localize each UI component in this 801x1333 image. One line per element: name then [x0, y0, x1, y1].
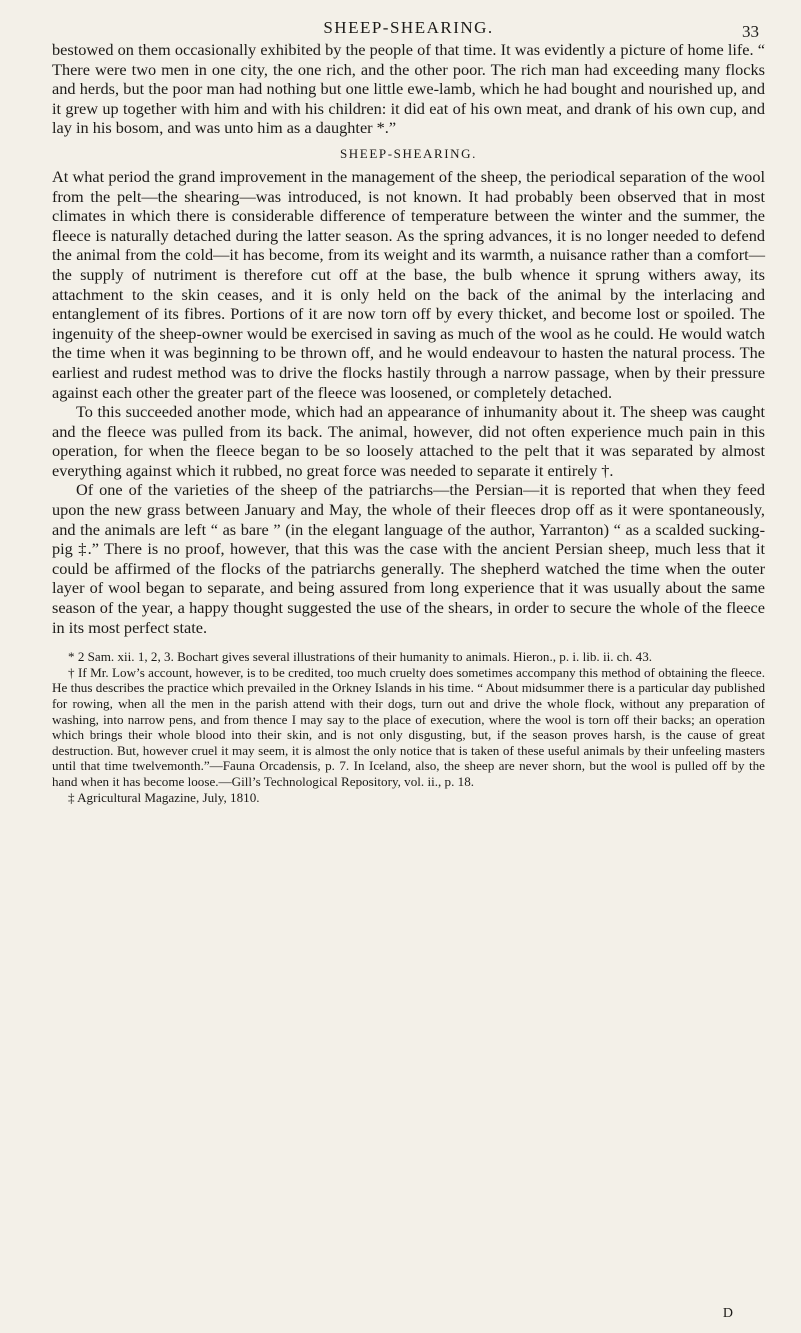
page-header — [52, 14, 765, 40]
paragraph-shearing-origin: At what period the grand improvement in the management of the sheep, the periodical separation of the wool from the pelt—the shearing—was introduced, is not known. It had probably been observed that in most climates in which there is considerable difference of temperature between the winter and the summer, the fleece is naturally detached during the latter season. As the spring advances, it is no longer needed to defend the animal from the cold—it has become, from its weight and its warmth, a nuisance rather than a comfort—the supply of nutriment is therefore cut off at the base, the bulb whence it sprung withers away, its attachment to the skin ceases, and it is only held on the back of the animal by the interlacing and entanglement of its fibres. Portions of it are now torn off by every thicket, and become lost or spoiled. The ingenuity of the sheep-owner would be exercised in saving as much of the wool as he could. He would watch the time when it was beginning to be thrown off, and he would endeavour to hasten the natural process. The earliest and rudest method was to drive the flocks hastily through a narrow passage, when by their pressure against each other the greater part of the fleece was loosened, or completely detached. — [52, 166, 765, 402]
footnote-1: * 2 Sam. xii. 1, 2, 3. Bochart gives several illustrations of their humanity to animals. Hieron., p. i. lib. ii. ch. 43. — [68, 649, 653, 665]
footnotes — [52, 649, 765, 805]
footnote-3: ‡ Agricultural Magazine, July, 1810. — [68, 789, 260, 805]
paragraph-intro: bestowed on them occasionally exhibited by the people of that time. It was evidently a picture of home life. “ There were two men in one city, the one rich, and the other poor. The rich man had exceeding many flocks and herds, but the poor man had nothing but one little ewe-lamb, which he had bought and nourished up, and it grew up together with him and with his children: it did eat of his own meat, and drank of his own cup, and lay in his bosom, and was unto him as a daughter *.” — [52, 40, 765, 138]
body-text — [52, 40, 765, 637]
section-heading: SHEEP-SHEARING. — [339, 145, 478, 161]
page-number: 33 — [742, 22, 759, 41]
running-title: SHEEP-SHEARING. — [323, 18, 494, 37]
signature-mark: D — [722, 1306, 733, 1321]
footnote-2: † If Mr. Low’s account, however, is to be credited, too much cruelty does sometimes accompany this method of obtaining the fleece. He thus describes the practice which prevailed in the Orkney Islands in his time. “ About midsummer there is a particular day published for rowing, when all the men in the parish attend with their dogs, turn out and drive the whole flock, without any preparation of washing, into narrow pens, and from thence I may say to the place of execution, where the wool is torn off their backs; an operation which brings their whole blood into their skin, and is not only disgusting, but, if the season proves harsh, is the cause of great destruction. But, however cruel it may seem, it is almost the only notice that is taken of these useful animals by their unfeeling masters until that time twelvemonth.”—Fauna Orcadensis, p. 7. In Iceland, also, the sheep are never shorn, but the wool is pulled off by the hand when it has become loose.—Gill’s Technological Repository, vol. ii., p. 18. — [52, 664, 765, 789]
paragraph-persian-sheep: Of one of the varieties of the sheep of the patriarchs—the Persian—it is reported that when they feed upon the new grass between January and May, the whole of their fleeces drop off as it were spontaneously, and the animals are left “ as bare ” (in the elegant language of the author, Yarranton) “ as a scalded sucking-pig ‡.” There is no proof, however, that this was the case with the ancient Persian sheep, much less that it could be affirmed of the flocks of the patriarchs generally. The shepherd watched the time when the outer layer of wool began to separate, and being assured from long experience that it was usually about the same season of the year, a happy thought suggested the use of the shears, in order to secure the whole of the fleece in its most perfect state. — [52, 480, 765, 637]
paragraph-pulling-fleece: To this succeeded another mode, which had an appearance of inhumanity about it. The sheep was caught and the fleece was pulled from its back. The animal, however, did not often experience much pain in this operation, for when the fleece began to be so loosely attached to the pelt that it was separated by almost everything against which it rubbed, no great force was needed to separate it entirely †. — [52, 402, 765, 480]
